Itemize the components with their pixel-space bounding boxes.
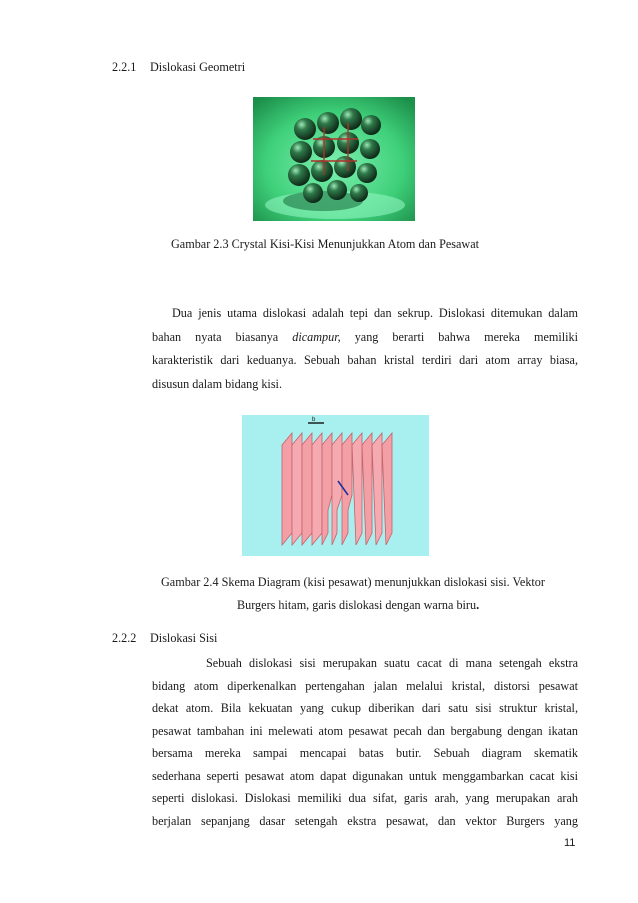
section-number: 2.2.2 — [112, 631, 137, 645]
paragraph-line: Sebuah dislokasi sisi merupakan suatu cacat di mana setengah ekstra — [206, 656, 578, 670]
paragraph-line: disusun dalam bidang kisi. — [152, 376, 282, 391]
figure-crystal-lattice-image — [253, 97, 415, 221]
section-title: Dislokasi Geometri — [150, 60, 246, 74]
paragraph-line: bahan nyata biasanya dicampur, yang berarti bahwa mereka memiliki — [152, 329, 578, 344]
paragraph-line: berjalan sepanjang dasar setengah ekstra pesawat, dan vektor Burgers yang — [152, 813, 578, 828]
burgers-label: b — [312, 417, 316, 423]
paragraph-edge-dislocation — [152, 652, 578, 832]
section-heading-2-2-2 — [112, 631, 217, 646]
figure-edge-dislocation-image — [242, 415, 429, 556]
paragraph-line: bidang atom diperkenalkan pertengahan jalan melalui kristal, distorsi pesawat — [152, 678, 578, 693]
crystal-lattice-illustration — [253, 97, 415, 221]
page-number: 11 — [564, 837, 576, 849]
section-heading-2-2-1 — [112, 60, 245, 75]
section-number: 2.2.1 — [112, 60, 137, 74]
paragraph-dislocation-types — [152, 302, 578, 396]
figure-2-4-caption-line-1: Gambar 2.4 Skema Diagram (kisi pesawat) menunjukkan dislokasi sisi. Vektor — [161, 575, 545, 589]
lattice-planes — [282, 433, 392, 545]
paragraph-line: sederhana seperti pesawat atom dapat digunakan untuk menggambarkan cacat kisi — [152, 768, 578, 783]
figure-2-4-caption-line-2: Burgers hitam, garis dislokasi dengan warna biru. — [237, 598, 480, 612]
edge-dislocation-illustration — [242, 415, 429, 556]
paragraph-line: bersama mereka sampai mencapai batas butir. Sebuah diagram skematik — [152, 746, 578, 760]
paragraph-line: dekat atom. Bila kekuatan yang cukup diberikan dari satu sisi struktur kristal, — [152, 701, 578, 715]
paragraph-line: seperti dislokasi. Dislokasi memiliki dua sifat, garis arah, yang merupakan arah — [152, 791, 578, 805]
paragraph-line: Dua jenis utama dislokasi adalah tepi dan sekrup. Dislokasi ditemukan dalam — [172, 306, 578, 320]
caption-period: . — [476, 598, 480, 612]
italic-term: dicampur, — [292, 329, 341, 344]
section-title: Dislokasi Sisi — [150, 631, 218, 645]
figure-2-3-caption: Gambar 2.3 Crystal Kisi-Kisi Menunjukkan Atom dan Pesawat — [171, 237, 480, 251]
paragraph-line: karakteristik dari keduanya. Sebuah bahan kristal terdiri dari atom array biasa, — [152, 353, 578, 367]
paragraph-line: pesawat tambahan ini melewati atom pesawat pecah dan bergabung dengan ikatan — [152, 723, 578, 738]
